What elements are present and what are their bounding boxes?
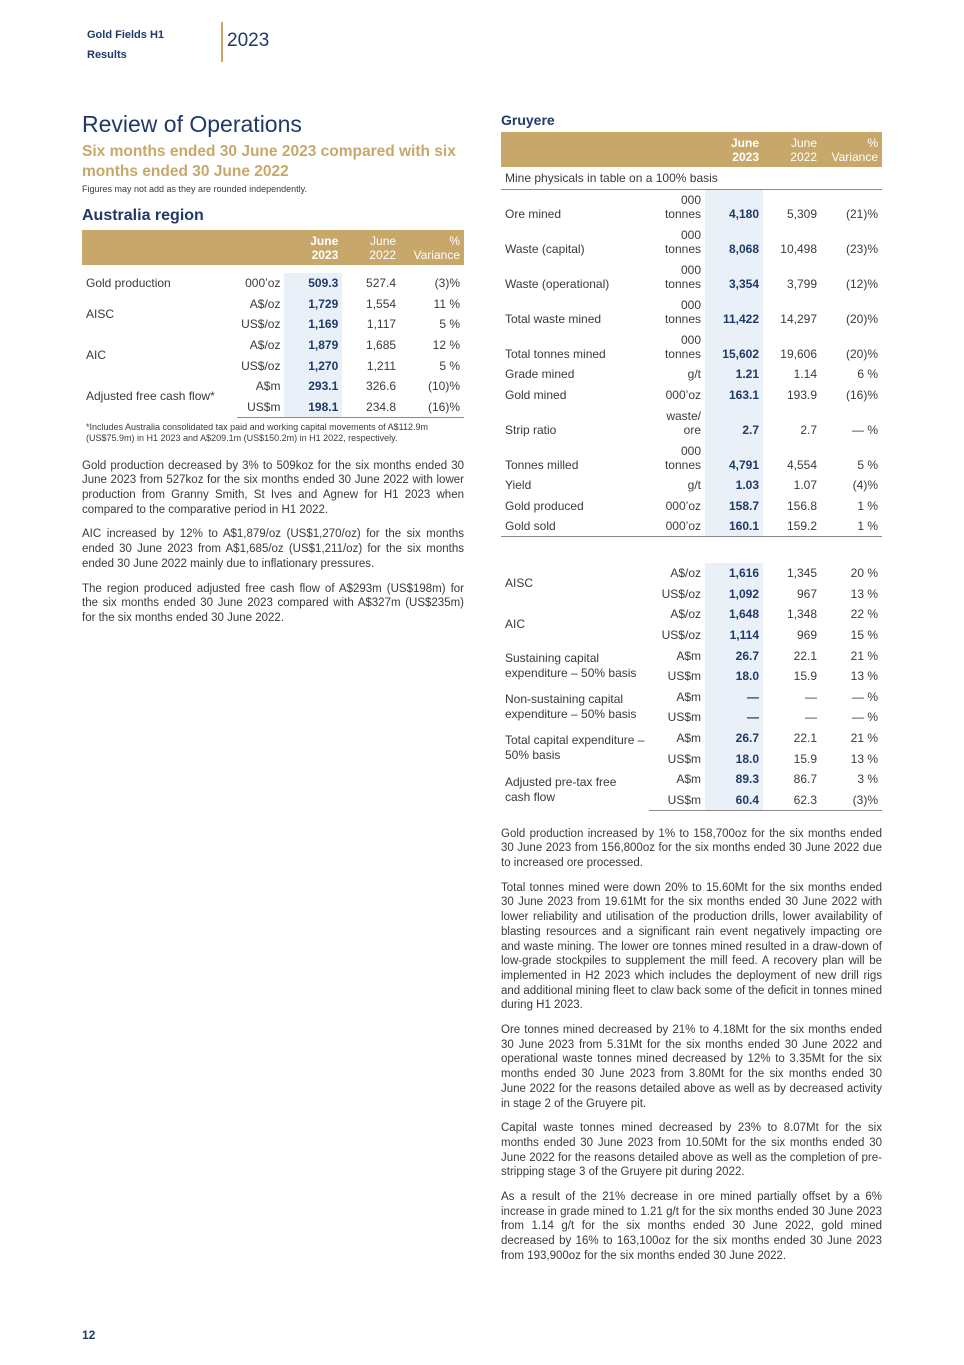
paragraph: Gold production decreased by 3% to 509koz for the six months ended 30 June 2023 from 527koz for the six months ended 30 June 2022 with lower production from Granny Smith, St Ives and Agnew for H1 2023 when compared to the comparative period in H1 2022. [82, 459, 464, 516]
row-variance: 13 % [850, 586, 878, 601]
paragraph: As a result of the 21% decrease in ore mined partially offset by a 6% increase in grade mined to 1.21 g/t for the six months ended 30 June 2023 from 1.14 g/t for the six months ended 30 June 2022, gold mined decreased by 16% to 163,100oz for the six months ended 30 June 2023 from 193,900oz for the six months ended 30 June 2022. [501, 1191, 882, 1262]
row-variance: 1 % [857, 499, 878, 514]
row-unit: 000’oz [665, 387, 701, 402]
header-brand-line1: Gold Fields H1 [87, 29, 165, 41]
page-subtitle: Six months ended 30 June 2023 compared with six months ended 30 June 2022 [82, 143, 456, 180]
gruyere-table [501, 132, 882, 811]
row-label: Adjusted pre-tax free cash flow [505, 774, 617, 804]
row-june-2022: 1,554 [366, 296, 397, 311]
row-june-2023: 89.3 [705, 769, 763, 790]
spacer-row [501, 537, 882, 563]
row-june-2022: 1,685 [366, 338, 397, 353]
row-label: Waste (capital) [505, 242, 585, 256]
row-june-2022: 527.4 [366, 276, 397, 291]
row-label: AISC [86, 306, 115, 321]
row-june-2023: — [705, 687, 763, 708]
row-unit: US$m [237, 397, 284, 418]
table-header-row [501, 132, 882, 167]
row-variance: (23)% [845, 242, 878, 256]
gruyere-table-body [501, 167, 882, 810]
basis-row [501, 167, 882, 189]
row-label: Sustaining capital expenditure – 50% basis [505, 650, 637, 680]
paragraph: Gold production increased by 1% to 158,700oz for the six months ended 30 June 2023 from 156,800oz for the six months ended 30 June 2022 due to increased ore processed. [501, 827, 882, 869]
row-june-2023: 8,068 [705, 224, 763, 259]
row-variance: 22 % [850, 607, 878, 622]
row-variance: (21)% [845, 207, 878, 221]
gruyere-table-header [501, 132, 882, 167]
table-header-row [82, 230, 464, 265]
row-unit: g/t [687, 478, 701, 493]
row-unit: waste/ ore [666, 409, 701, 438]
table-row [501, 259, 882, 294]
row-june-2022: 156.8 [786, 499, 817, 514]
australia-table-body [82, 265, 464, 417]
row-unit: US$/oz [661, 586, 701, 601]
row-label: Total tonnes mined [505, 347, 606, 361]
row-variance: (20)% [845, 347, 878, 361]
row-label: AIC [505, 617, 526, 632]
row-june-2023: 163.1 [705, 385, 763, 406]
row-variance: 11 % [433, 296, 460, 311]
row-june-2023: 1,648 [705, 604, 763, 625]
rounding-note: Figures may not add as they are rounded independently. [82, 184, 307, 194]
spacer-cell [501, 537, 882, 563]
row-variance: (3)% [821, 790, 882, 811]
row-june-2022: 1,211 [366, 358, 397, 373]
row-june-2023: 1,729 [284, 294, 342, 315]
table-row [501, 294, 882, 329]
row-june-2022: 5,309 [786, 207, 817, 221]
row-label: Tonnes milled [505, 458, 579, 473]
row-june-2022: 2.7 [800, 423, 817, 438]
row-variance: (10)% [427, 379, 460, 394]
paragraph: Capital waste tonnes mined decreased by 23% to 8.07Mt for the six months ended 30 June 2023 from 10.50Mt for the six months ended 30 June 2022 for the reasons detailed above as well as the completion of pre-stripping stage 3 of the Gruyere pit during 2022. [501, 1122, 882, 1179]
row-june-2023: 198.1 [284, 397, 342, 418]
row-unit: 000 tonnes [664, 333, 701, 361]
header-june-2022: June 2022 [342, 230, 400, 265]
australia-table [82, 230, 464, 418]
table-row [501, 224, 882, 259]
row-june-2022: — [805, 710, 817, 725]
australia-table-header [82, 230, 464, 265]
right-paragraphs [501, 827, 882, 1264]
table-row [82, 376, 464, 397]
row-variance: (4)% [852, 478, 878, 493]
row-june-2022: 15.9 [793, 669, 817, 684]
row-june-2022: 22.1 [793, 731, 817, 746]
region-title: Australia region [82, 207, 204, 224]
row-label: Gold production [86, 276, 171, 291]
row-june-2022: 1.14 [793, 367, 817, 382]
left-column [82, 110, 464, 626]
row-june-2023: 293.1 [284, 376, 342, 397]
spacer-row [82, 265, 464, 273]
page-number: 12 [82, 1328, 96, 1342]
row-label: Waste (operational) [505, 277, 610, 291]
row-june-2022: 234.8 [342, 397, 400, 418]
row-label: Yield [505, 478, 532, 493]
header-label [82, 230, 237, 265]
row-label: Total waste mined [505, 312, 602, 326]
row-label: Total capital expenditure – 50% basis [505, 733, 645, 763]
row-variance: (20)% [845, 312, 878, 326]
row-unit: 000’oz [245, 276, 281, 291]
row-june-2022: 15.9 [793, 751, 817, 766]
row-unit: A$m [676, 689, 701, 704]
table-row [501, 728, 882, 749]
paragraph: Total tonnes mined were down 20% to 15.60Mt for the six months ended 30 June 2023 from 19.61Mt for the six months ended 30 June 2022 with lower reliability and utilisation of the production drills, lower availability of blasting resources and a significant rain event negatively impacting ore and waste mining. The lower ore tonnes mined resulted in a draw-down of low-grade stockpiles to supplement the mill feed. A recovery plan will be implemented in H2 2023 which includes the deployment of new drill rigs and additional mining fleet to claw back some of the deficit in tonnes mined during H1 2023. [501, 881, 882, 1012]
row-june-2023: 60.4 [705, 790, 763, 811]
row-label: Non-sustaining capital expenditure – 50% basis [505, 692, 637, 722]
table-row [82, 273, 464, 294]
row-label: Gold mined [505, 387, 567, 402]
row-unit: 000’oz [649, 516, 705, 537]
row-variance: 13 % [850, 751, 878, 766]
table-row [501, 189, 882, 224]
row-june-2023: 2.7 [705, 405, 763, 440]
row-label: Strip ratio [505, 423, 557, 438]
row-unit: g/t [687, 367, 701, 382]
row-unit: US$m [667, 710, 701, 725]
row-unit: US$m [667, 669, 701, 684]
row-june-2023: 1,879 [284, 335, 342, 356]
table-row [501, 329, 882, 364]
row-june-2022: 86.7 [793, 772, 817, 787]
row-june-2022: 3,799 [786, 277, 817, 291]
row-variance: (16)% [845, 387, 878, 402]
row-variance: 13 % [850, 669, 878, 684]
row-variance: 5 % [439, 358, 460, 373]
row-june-2022: 10,498 [780, 242, 817, 256]
row-unit: A$/oz [670, 607, 701, 622]
row-june-2022: 326.6 [366, 379, 397, 394]
row-label: AIC [86, 347, 107, 362]
header-divider [221, 22, 223, 62]
row-june-2022: 14,297 [780, 312, 817, 326]
row-unit: A$m [676, 731, 701, 746]
row-june-2022: 967 [796, 586, 817, 601]
table-row [501, 385, 882, 406]
row-june-2023: 1.03 [705, 475, 763, 496]
row-june-2023: 18.0 [705, 748, 763, 769]
header-unit [237, 230, 284, 265]
row-variance: (16)% [400, 397, 464, 418]
row-june-2023: 1.21 [705, 364, 763, 385]
row-unit: A$/oz [249, 296, 281, 311]
header-june-2022: June 2022 [763, 132, 821, 167]
row-unit: US$m [667, 751, 701, 766]
row-variance: 3 % [857, 772, 878, 787]
row-label: Ore mined [505, 207, 562, 221]
row-june-2023: 1,270 [284, 355, 342, 376]
row-june-2022: 159.2 [763, 516, 821, 537]
table-row [82, 335, 464, 356]
row-variance: 6 % [857, 367, 878, 382]
row-unit: US$/oz [661, 628, 701, 643]
table-row [501, 769, 882, 790]
row-june-2023: 160.1 [705, 516, 763, 537]
header-variance: % Variance [400, 230, 464, 265]
row-unit: 000 tonnes [664, 444, 701, 473]
table-row [501, 364, 882, 385]
header-june-2023: June 2023 [705, 132, 763, 167]
row-variance: 20 % [850, 566, 878, 581]
header-label [501, 132, 649, 167]
footnote: *Includes Australia consolidated tax paid and working capital movements of A$112.9m (US$75.9m) in H1 2023 and A$209.1m (US$150.2m) in H1 2022, respectively. [86, 421, 429, 444]
row-unit: US$/oz [241, 317, 281, 332]
header-unit [649, 132, 705, 167]
table-row [501, 687, 882, 708]
table-row [82, 294, 464, 315]
row-june-2023: 26.7 [705, 728, 763, 749]
row-label: Gold sold [501, 516, 649, 537]
table-row [501, 645, 882, 666]
row-variance: 1 % [821, 516, 882, 537]
row-variance: 15 % [850, 628, 878, 643]
right-column [501, 112, 882, 1264]
table-row [501, 475, 882, 496]
paragraph: AIC increased by 12% to A$1,879/oz (US$1,270/oz) for the six months ended 30 June 2023 from A$1,685/oz (US$1,211/oz) for the six months ended 30 June 2022 mainly due to inflationary pressures. [82, 528, 464, 570]
row-june-2022: 193.9 [786, 387, 817, 402]
row-unit: A$/oz [670, 566, 701, 581]
header-brand-line2: Results [87, 49, 127, 61]
row-june-2023: 15,602 [705, 329, 763, 364]
header-year: 2023 [227, 30, 270, 51]
row-unit: 000’oz [665, 499, 701, 514]
row-june-2023: 158.7 [705, 496, 763, 517]
row-june-2023: 11,422 [705, 294, 763, 329]
table-row [501, 496, 882, 517]
row-label: Gold produced [505, 499, 584, 514]
row-variance: — % [851, 689, 878, 704]
row-june-2023: 3,354 [705, 259, 763, 294]
row-june-2022: 1,117 [366, 317, 397, 332]
row-unit: 000 tonnes [664, 298, 701, 326]
paragraph: The region produced adjusted free cash flow of A$293m (US$198m) for the six months ended 30 June 2023 compared with A$327m (US$235m) for the six months ended 30 June 2022. [82, 582, 464, 624]
row-june-2023: 509.3 [284, 273, 342, 294]
row-june-2022: 4,554 [786, 458, 817, 473]
row-june-2022: 1.07 [793, 478, 817, 493]
row-label: Adjusted free cash flow* [86, 389, 215, 404]
row-june-2022: 1,345 [786, 566, 817, 581]
paragraph: Ore tonnes mined decreased by 21% to 4.18Mt for the six months ended 30 June 2023 from 5.31Mt for the six months ended 30 June 2022 and operational waste tonnes mined decreased by 12% to 3.35Mt for the six months ended 30 June 2023 from 3.80Mt for the six months ended 30 June 2022 for the reasons detailed above as well as by decreased activity in stage 2 of the Gruyere pit. [501, 1024, 882, 1110]
row-unit: 000 tonnes [664, 263, 701, 291]
row-june-2023: 4,791 [705, 440, 763, 475]
row-unit: US$/oz [241, 358, 281, 373]
left-paragraphs [82, 459, 464, 626]
table-row [501, 440, 882, 475]
row-variance: 5 % [439, 317, 460, 332]
row-june-2023: 1,114 [705, 625, 763, 646]
row-label: AISC [505, 576, 534, 591]
row-june-2022: 1,348 [786, 607, 817, 622]
row-june-2022: 969 [796, 628, 817, 643]
row-variance: — % [851, 423, 878, 438]
row-june-2022: — [805, 689, 817, 704]
row-variance: 21 % [850, 648, 878, 663]
basis-note: Mine physicals in table on a 100% basis [501, 167, 882, 189]
table-row [501, 604, 882, 625]
row-june-2022: 62.3 [763, 790, 821, 811]
row-june-2023: 26.7 [705, 645, 763, 666]
row-june-2022: 22.1 [793, 648, 817, 663]
row-june-2023: 4,180 [705, 189, 763, 224]
row-unit: A$m [676, 648, 701, 663]
header-variance: % Variance [821, 132, 882, 167]
table-row [501, 563, 882, 584]
row-unit: US$m [649, 790, 705, 811]
row-june-2023: — [705, 707, 763, 728]
row-variance: 5 % [857, 458, 878, 473]
row-june-2022: 19,606 [780, 347, 817, 361]
row-june-2023: 1,169 [284, 314, 342, 335]
row-unit: 000 tonnes [664, 228, 701, 256]
row-june-2023: 1,616 [705, 563, 763, 584]
row-variance: (3)% [434, 276, 460, 291]
row-label: Grade mined [505, 367, 575, 382]
page-title: Review of Operations [82, 111, 302, 137]
row-variance: 12 % [432, 338, 460, 353]
row-variance: — % [851, 710, 878, 725]
section-title: Gruyere [501, 112, 555, 128]
header-june-2023: June 2023 [284, 230, 342, 265]
row-unit: A$/oz [249, 338, 281, 353]
row-june-2023: 18.0 [705, 666, 763, 687]
row-unit: A$m [676, 772, 701, 787]
table-row [501, 405, 882, 440]
header-brand [87, 25, 164, 65]
row-unit: 000 tonnes [664, 193, 701, 221]
row-variance: 21 % [850, 731, 878, 746]
row-variance: (12)% [845, 277, 878, 291]
table-row [501, 516, 882, 537]
row-june-2023: 1,092 [705, 584, 763, 605]
row-unit: A$m [255, 379, 281, 394]
